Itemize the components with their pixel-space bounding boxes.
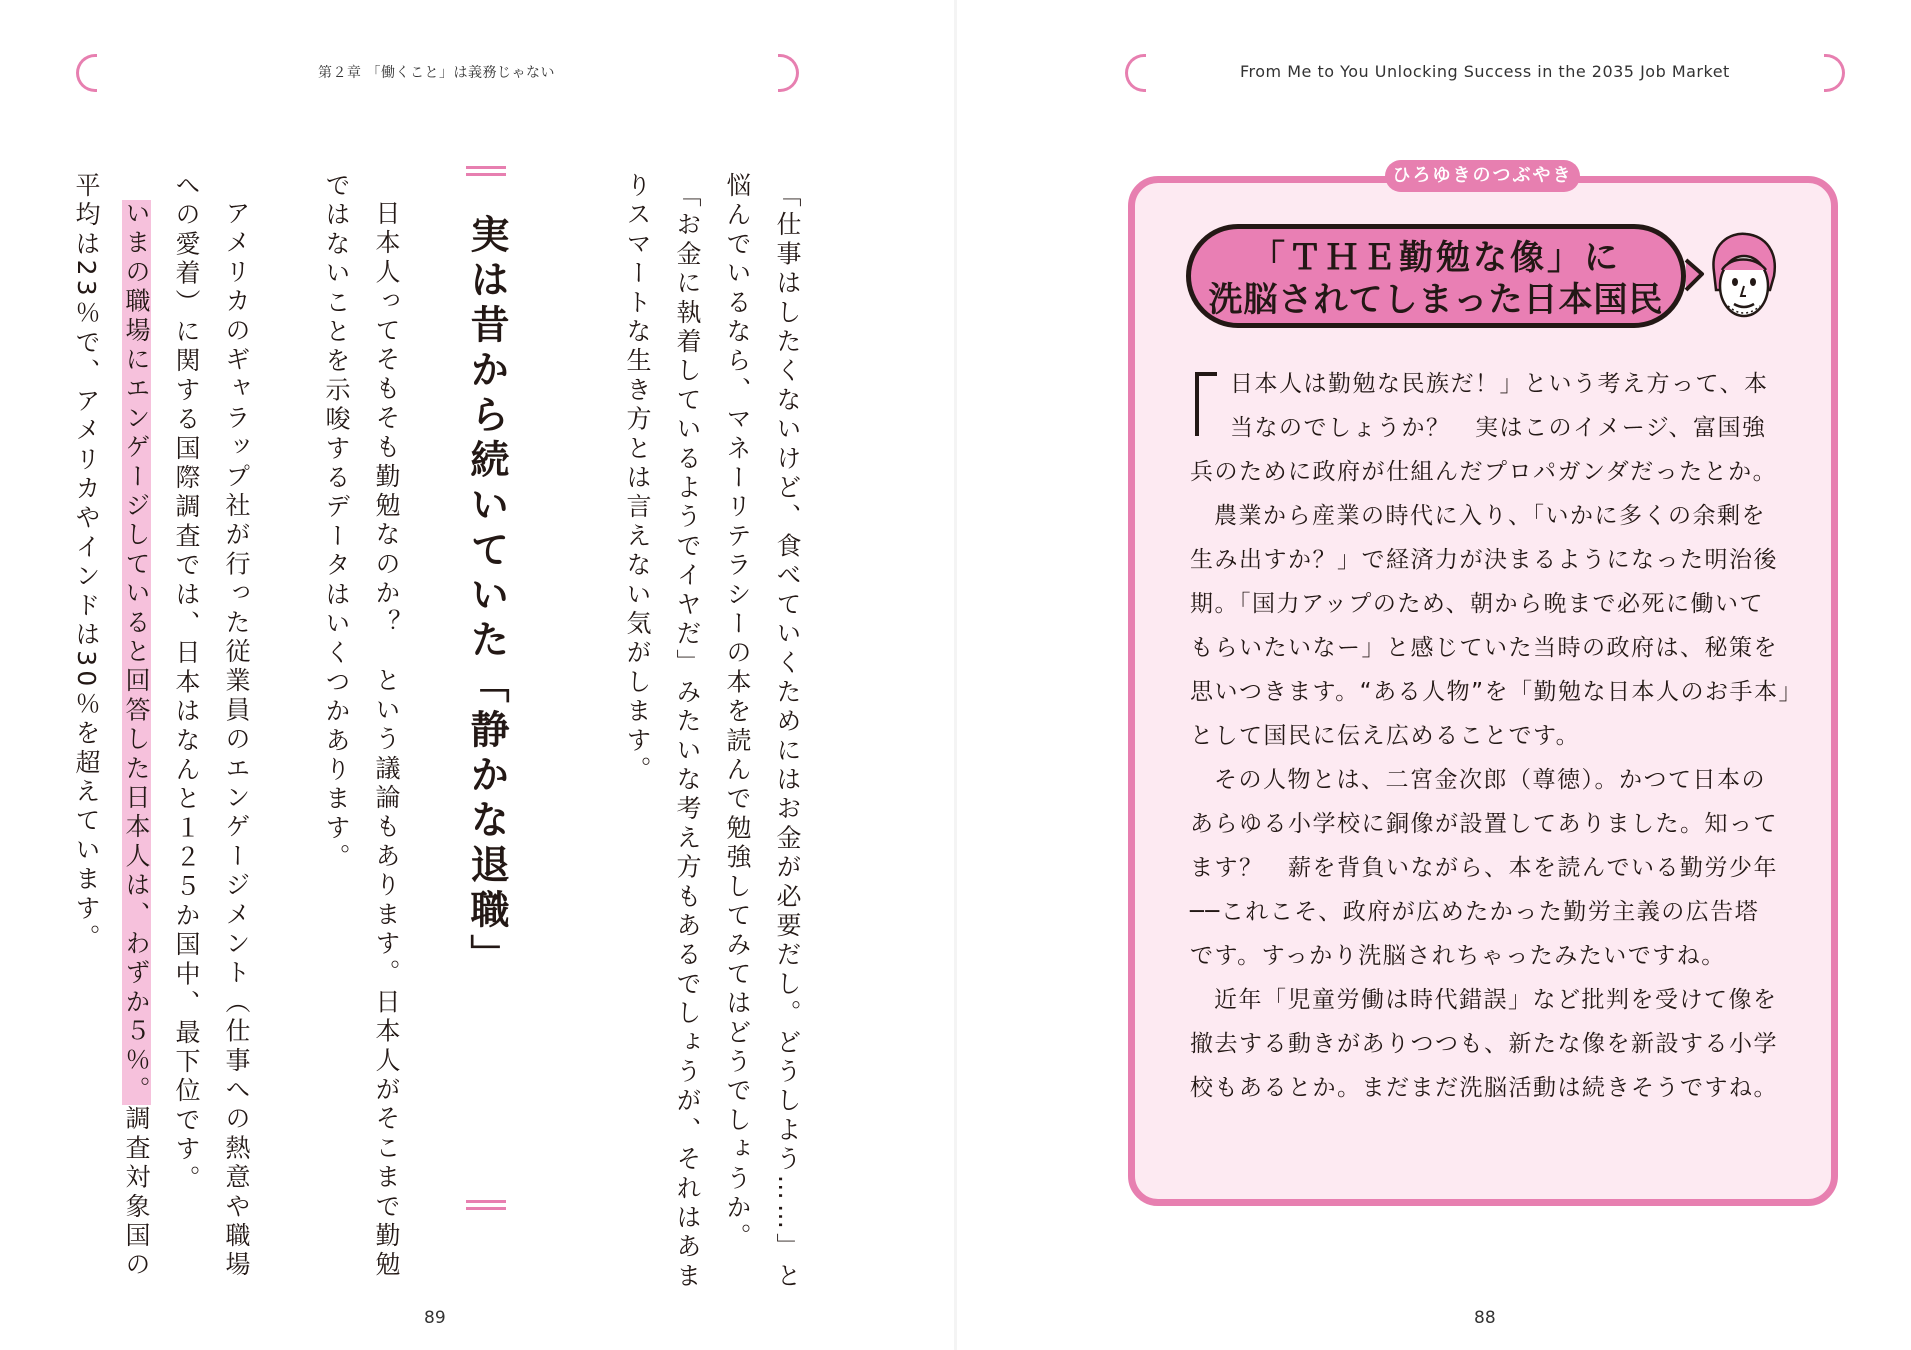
essay-line: 校もあるとか。まだまだ洗脳活動は続きそうですね。 bbox=[1190, 1075, 1778, 1101]
body-column-2: ではないことを示唆するデータはいくつかあります。 bbox=[322, 172, 351, 873]
essay-line: 生み出すか？」で経済力が決まるようになった明治後 bbox=[1190, 547, 1778, 573]
highlighted-statistic: いまの職場にエンゲージしていると回答した日本人は、わずか５％。 bbox=[122, 200, 151, 1106]
intro-column-2: 悩んでいるなら、マネーリテラシーの本を読んで勉強してみてはどうでしょうか。 bbox=[723, 172, 752, 1253]
page-number-left: 89 bbox=[424, 1308, 446, 1328]
essay-line: 日本人は勤勉な民族だ！」という考え方って、本 bbox=[1230, 371, 1769, 397]
page-number-right: 88 bbox=[1474, 1308, 1496, 1328]
essay-line: あらゆる小学校に銅像が設置してありました。知って bbox=[1190, 811, 1778, 837]
headline-line-1: 「ＴＨＥ勤勉な像」に bbox=[1251, 238, 1621, 278]
body-column-6: 平均は23％で、アメリカやインドは30％を超えています。 bbox=[72, 172, 101, 954]
essay-line: その人物とは、二宮金次郎（尊徳）。かつて日本の bbox=[1214, 767, 1766, 793]
column-tag: ひろゆきのつぶやき bbox=[1385, 160, 1580, 192]
column-essay bbox=[1190, 362, 1830, 1110]
essay-line: 撤去する動きがありつつも、新たな像を新設する小学 bbox=[1190, 1031, 1778, 1057]
essay-line: です。すっかり洗脳されちゃったみたいですね。 bbox=[1190, 943, 1726, 969]
running-head-left: 第２章 「働くこと」は義務じゃない bbox=[318, 65, 555, 81]
heading-deco-top bbox=[466, 166, 506, 176]
hiroyuki-face-icon bbox=[1700, 226, 1786, 326]
page-gutter bbox=[954, 0, 957, 1350]
essay-line: として国民に伝え広めることです。 bbox=[1190, 723, 1581, 749]
essay-line: ます？ 薪を背負いながら、本を読んでいる勤労少年 bbox=[1190, 855, 1778, 881]
intro-column-3: 「お金に執着しているようでイヤだ」みたいな考え方もあるでしょうが、それはあま bbox=[673, 182, 702, 1292]
highlight-column-rest: 調査対象国の bbox=[122, 1105, 151, 1281]
body-column-5 bbox=[111, 200, 161, 1280]
body-column-1: 日本人ってそもそも勤勉なのか？ という議論もあります。日本人がそこまで勤勉 bbox=[372, 200, 401, 1281]
headline-line-2: 洗脳されてしまった日本国民 bbox=[1208, 280, 1664, 320]
headline-bubble bbox=[1186, 224, 1686, 328]
intro-column-4: りスマートな生き方とは言えない気がします。 bbox=[623, 172, 652, 786]
heading-deco-bottom bbox=[466, 1200, 506, 1210]
essay-line: 期。「国力アップのため、朝から晩まで必死に働いて bbox=[1190, 591, 1764, 617]
body-column-4: への愛着）に関する国際調査では、日本はなんと１２５か国中、最下位です。 bbox=[172, 172, 201, 1194]
running-head-right: From Me to You Unlocking Success in the 2035 Job Market bbox=[1240, 62, 1730, 81]
essay-line: もらいたいなー」と感じていた当時の政府は、秘策を bbox=[1190, 635, 1778, 661]
essay-line: 近年「児童労働は時代錯誤」など批判を受けて像を bbox=[1214, 987, 1778, 1013]
essay-line: 思いつきます。“ある人物”を「勤勉な日本人のお手本」 bbox=[1190, 679, 1803, 705]
section-heading: 実は昔から続いていた「静かな退職」 bbox=[464, 214, 509, 979]
essay-line: 農業から産業の時代に入り、「いかに多くの余剰を bbox=[1214, 503, 1766, 529]
body-column-3: アメリカのギャラップ社が行った従業員のエンゲージメント（仕事への熱意や職場 bbox=[222, 200, 251, 1281]
intro-column-1: 「仕事はしたくないけど、食べていくためにはお金が必要だし。どうしよう……」と bbox=[773, 182, 802, 1292]
essay-line: 当なのでしょうか？ 実はこのイメージ、富国強 bbox=[1230, 415, 1767, 441]
essay-line: 兵のために政府が仕組んだプロパガンダだったとか。 bbox=[1190, 459, 1778, 485]
essay-line: ──これこそ、政府が広めたかった勤労主義の広告塔 bbox=[1190, 899, 1760, 925]
